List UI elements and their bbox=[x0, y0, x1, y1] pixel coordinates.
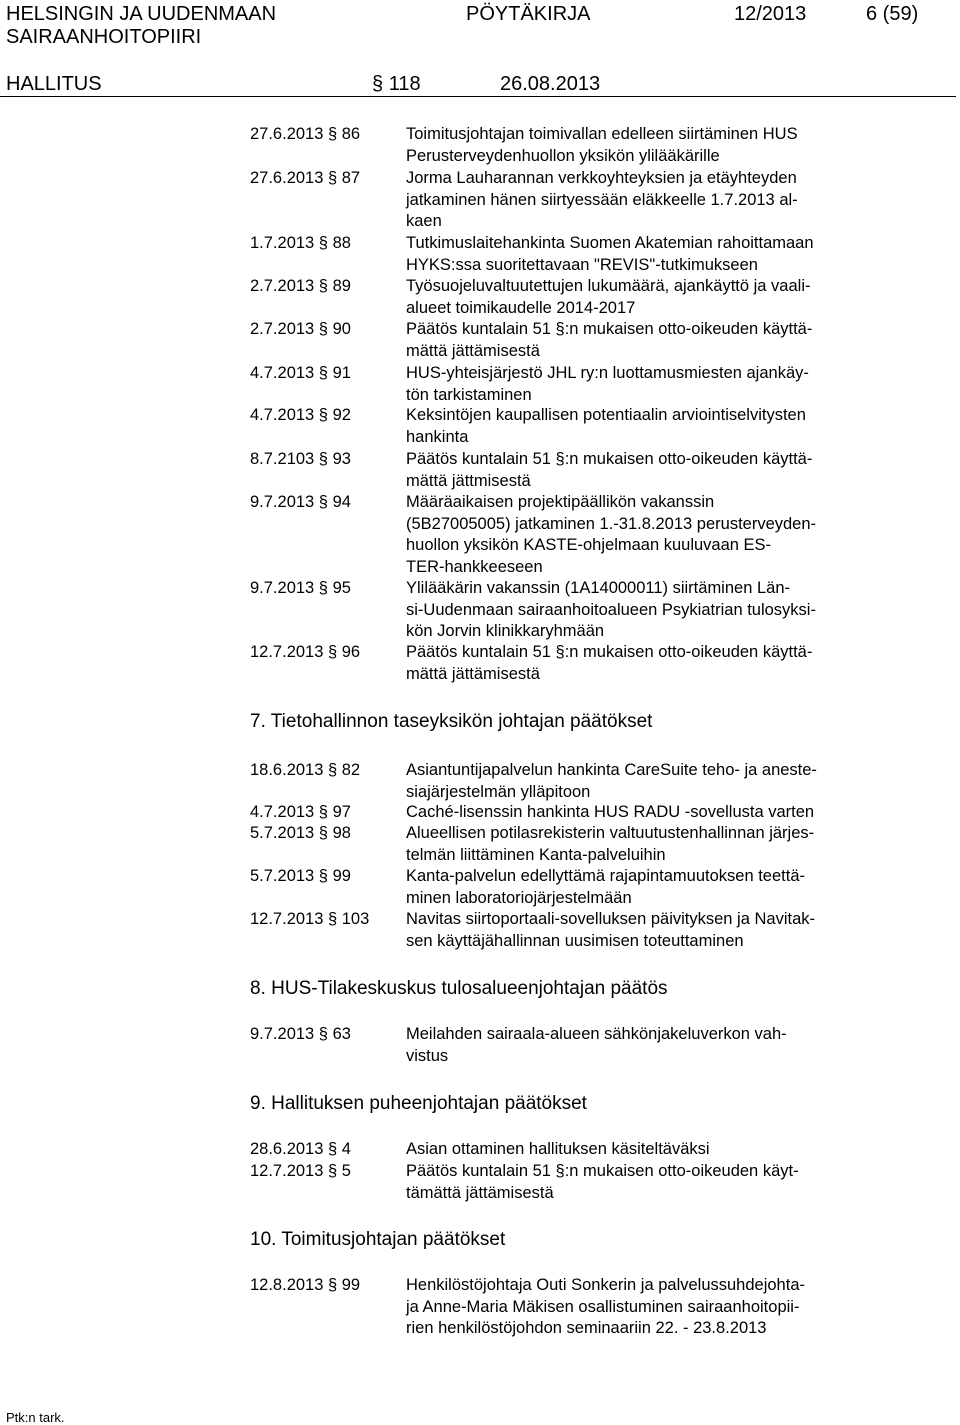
decision-title: Caché-lisenssin hankinta HUS RADU -sovellusta varten bbox=[406, 803, 815, 821]
header-divider bbox=[0, 96, 956, 97]
decision-title: Toimitusjohtajan toimivallan edelleen siirtäminen HUS Perusterveydenhuollon yksikön ylilääkärille bbox=[406, 125, 798, 165]
decision-title: Keksintöjen kaupallisen potentiaalin arviointiselvitysten hankinta bbox=[406, 406, 806, 446]
document-number: 12/2013 bbox=[734, 3, 807, 25]
footer-initials-label: Ptk:n tark. bbox=[6, 1410, 65, 1425]
page-number: 6 (59) bbox=[866, 3, 919, 25]
decision-date: 28.6.2013 § 4 bbox=[250, 1140, 351, 1158]
decision-date: 9.7.2013 § 63 bbox=[250, 1025, 351, 1043]
section-heading: 8. HUS-Tilakeskuskus tulosalueenjohtajan päätös bbox=[250, 978, 668, 999]
decision-title: Päätös kuntalain 51 §:n mukaisen otto-oikeuden käyt- tämättä jättämisestä bbox=[406, 1162, 799, 1202]
organization-name-line1: HELSINGIN JA UUDENMAAN bbox=[6, 3, 277, 25]
decision-date: 9.7.2013 § 94 bbox=[250, 493, 351, 511]
governing-body: HALLITUS bbox=[6, 73, 102, 95]
decision-date: 18.6.2013 § 82 bbox=[250, 761, 361, 779]
decision-title: Määräaikaisen projektipäällikön vakanssin (5B27005005) jatkaminen 1.-31.8.2013 perusterveyden- huollon yksikön KASTE-ohjelmaan kuuluvaan ES- TER-hankkeeseen bbox=[406, 493, 817, 576]
decision-date: 12.8.2013 § 99 bbox=[250, 1276, 361, 1294]
decision-date: 4.7.2013 § 92 bbox=[250, 406, 351, 424]
decision-title: Päätös kuntalain 51 §:n mukaisen otto-oikeuden käyttä- mättä jättämisestä bbox=[406, 643, 813, 683]
organization-name-line2: SAIRAANHOITOPIIRI bbox=[6, 26, 202, 48]
decision-date: 4.7.2013 § 97 bbox=[250, 803, 351, 821]
section-heading: 7. Tietohallinnon taseyksikön johtajan päätökset bbox=[250, 711, 653, 732]
section-sign: § bbox=[372, 73, 389, 95]
decision-date: 12.7.2013 § 5 bbox=[250, 1162, 351, 1180]
decision-date: 4.7.2013 § 91 bbox=[250, 364, 351, 382]
decision-title: Ylilääkärin vakanssin (1A14000011) siirtäminen Län- si-Uudenmaan sairaanhoitoalueen Psykiatrian tulosyksi- kön Jorvin klinikkaryhmään bbox=[406, 579, 816, 640]
decision-date: 5.7.2013 § 98 bbox=[250, 824, 351, 842]
decision-date: 12.7.2013 § 96 bbox=[250, 643, 361, 661]
decision-date: 1.7.2013 § 88 bbox=[250, 234, 351, 252]
decision-title: Jorma Lauharannan verkkoyhteyksien ja etäyhteyden jatkaminen hänen siirtyessään eläkkeelle 1.7.2013 al- kaen bbox=[406, 169, 798, 230]
decision-date: 9.7.2013 § 95 bbox=[250, 579, 351, 597]
decision-date: 12.7.2013 § 103 bbox=[250, 910, 370, 928]
decision-date: 2.7.2013 § 89 bbox=[250, 277, 351, 295]
decision-title: Tutkimuslaitehankinta Suomen Akatemian rahoittamaan HYKS:ssa suoritettavaan "REVIS"-tutkimukseen bbox=[406, 234, 814, 274]
decision-date: 27.6.2013 § 87 bbox=[250, 169, 361, 187]
decision-title: Työsuojeluvaltuutettujen lukumäärä, ajankäyttö ja vaali- alueet toimikaudelle 2014-2017 bbox=[406, 277, 811, 317]
decision-title: Asiantuntijapalvelun hankinta CareSuite teho- ja aneste- siajärjestelmän ylläpitoon bbox=[406, 761, 817, 801]
decision-title: HUS-yhteisjärjestö JHL ry:n luottamusmiesten ajankäy- tön tarkistaminen bbox=[406, 364, 809, 404]
decision-title: Meilahden sairaala-alueen sähkönjakeluverkon vah- vistus bbox=[406, 1025, 787, 1065]
section-number-value: 118 bbox=[388, 73, 421, 95]
decision-date: 27.6.2013 § 86 bbox=[250, 125, 361, 143]
decision-title: Henkilöstöjohtaja Outi Sonkerin ja palvelussuhdejohta- ja Anne-Maria Mäkisen osallistuminen sairaanhoitopii- rien henkilöstöjohdon seminaariin 22. - 23.8.2013 bbox=[406, 1276, 805, 1337]
decision-date: 8.7.2103 § 93 bbox=[250, 450, 351, 468]
decision-date: 2.7.2013 § 90 bbox=[250, 320, 351, 338]
section-heading: 9. Hallituksen puheenjohtajan päätökset bbox=[250, 1093, 587, 1114]
decision-title: Kanta-palvelun edellyttämä rajapintamuutoksen teettä- minen laboratoriojärjestelmään bbox=[406, 867, 805, 907]
decision-title: Päätös kuntalain 51 §:n mukaisen otto-oikeuden käyttä- mättä jättmisestä bbox=[406, 450, 813, 490]
document-type: PÖYTÄKIRJA bbox=[466, 3, 591, 25]
section-number bbox=[372, 72, 421, 96]
meeting-date: 26.08.2013 bbox=[500, 73, 601, 95]
decision-title: Alueellisen potilasrekisterin valtuutustenhallinnan järjes- telmän liittäminen Kanta-palveluihin bbox=[406, 824, 815, 864]
section-heading: 10. Toimitusjohtajan päätökset bbox=[250, 1229, 506, 1250]
decision-title: Päätös kuntalain 51 §:n mukaisen otto-oikeuden käyttä- mättä jättämisestä bbox=[406, 320, 813, 360]
decision-title: Asian ottaminen hallituksen käsiteltäväksi bbox=[406, 1140, 710, 1158]
decision-date: 5.7.2013 § 99 bbox=[250, 867, 351, 885]
decision-title: Navitas siirtoportaali-sovelluksen päivityksen ja Navitak- sen käyttäjähallinnan uusimisen toteuttaminen bbox=[406, 910, 815, 950]
